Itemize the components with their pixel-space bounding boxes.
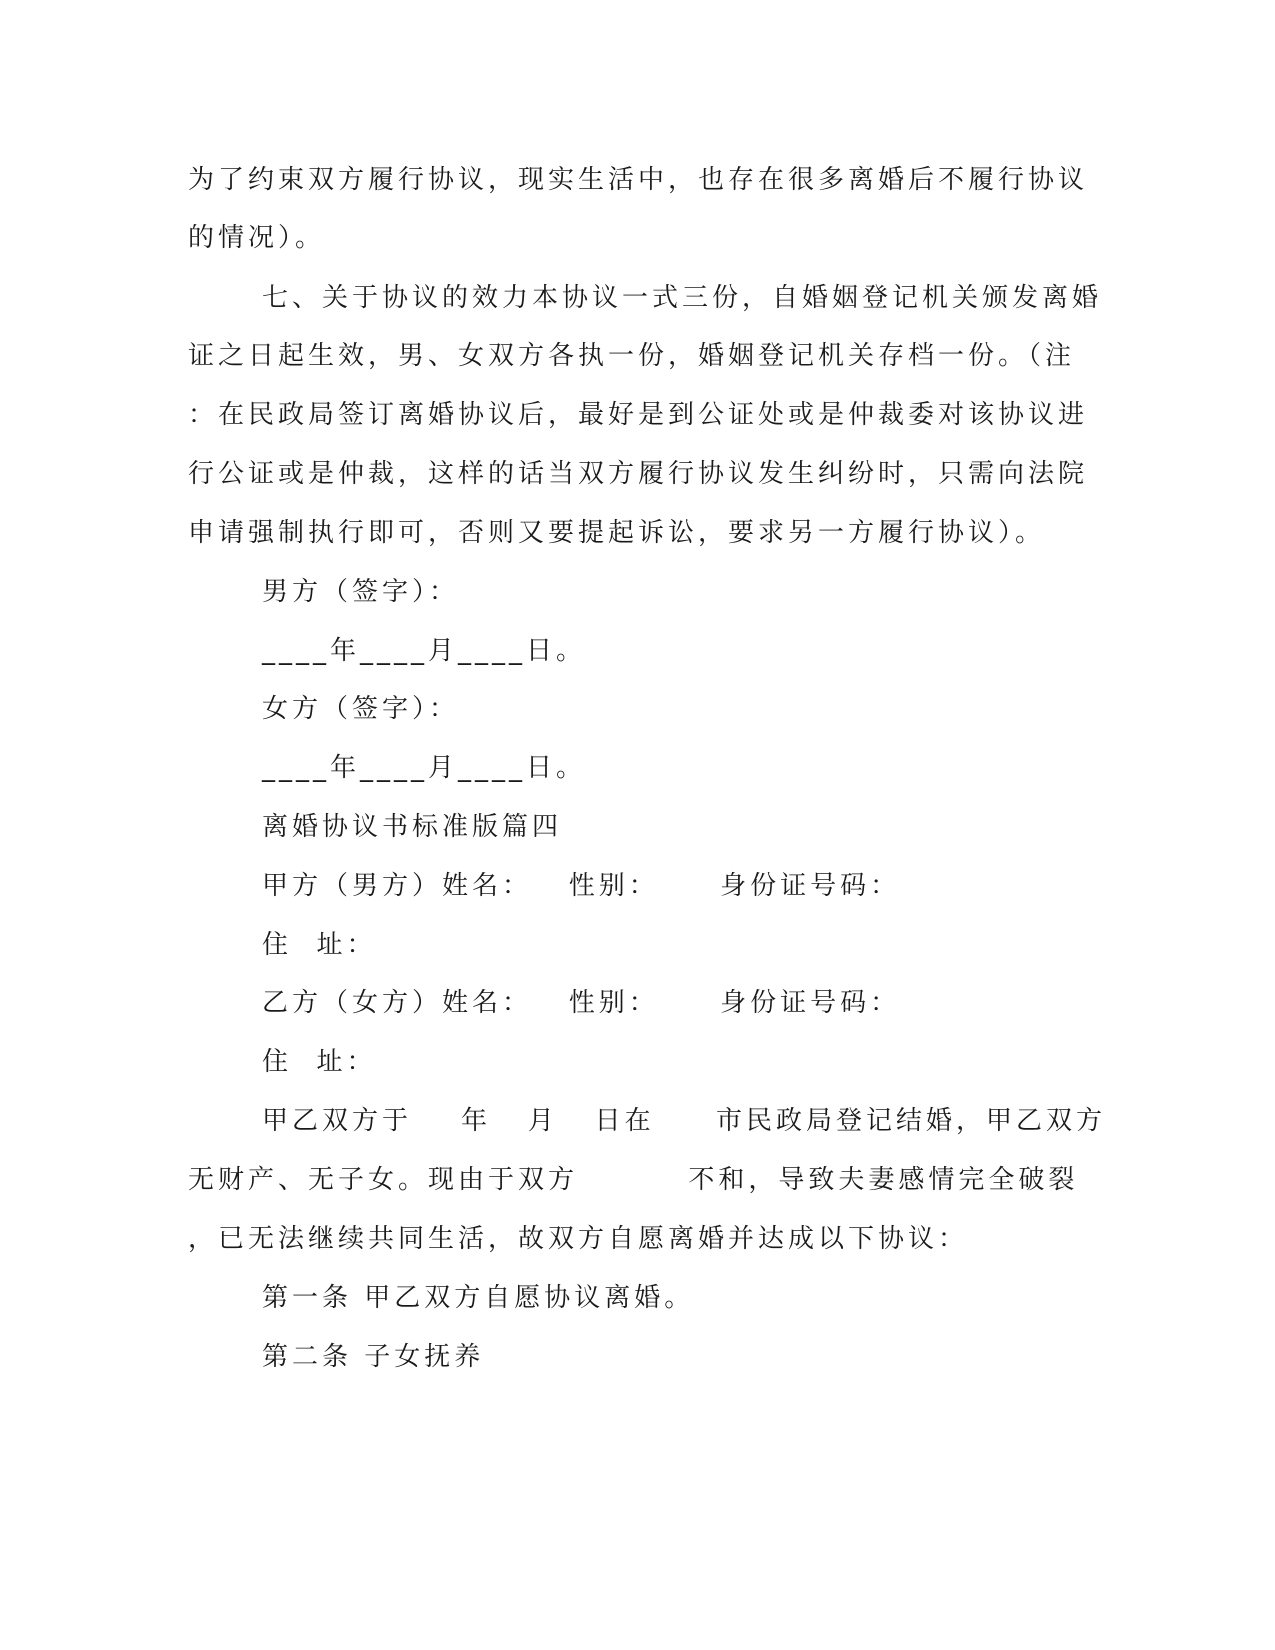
paragraph-line: ：在民政局签订离婚协议后，最好是到公证处或是仲裁委对该协议进 bbox=[188, 400, 1089, 430]
paragraph-line: 为了约束双方履行协议，现实生活中，也存在很多离婚后不履行协议 bbox=[188, 165, 1089, 195]
male-signature-label: 男方（签字）： bbox=[262, 577, 460, 607]
party-b-address: 住 址： bbox=[262, 1047, 377, 1077]
paragraph-line: 无财产、无子女。现由于双方 不和，导致夫妻感情完全破裂 bbox=[188, 1165, 1079, 1195]
female-signature-date: ____年____月____日。 bbox=[262, 753, 587, 783]
party-b-info: 乙方（女方）姓名： 性别： 身份证号码： bbox=[262, 988, 901, 1018]
paragraph-line: 行公证或是仲裁，这样的话当双方履行协议发生纠纷时，只需向法院 bbox=[188, 459, 1089, 489]
paragraph-line: 甲乙双方于 年 月 日在 市民政局登记结婚，甲乙双方 bbox=[262, 1106, 1106, 1136]
section-heading: 离婚协议书标准版篇四 bbox=[262, 812, 563, 842]
paragraph-line: 七、关于协议的效力本协议一式三份，自婚姻登记机关颁发离婚 bbox=[262, 283, 1103, 313]
paragraph-line: 申请强制执行即可，否则又要提起诉讼，要求另一方履行协议）。 bbox=[188, 518, 1046, 548]
article-one: 第一条 甲乙双方自愿协议离婚。 bbox=[262, 1283, 695, 1313]
female-signature-label: 女方（签字）： bbox=[262, 694, 460, 724]
paragraph-line: 证之日起生效，男、女双方各执一份，婚姻登记机关存档一份。（注 bbox=[188, 341, 1076, 371]
paragraph-line: ，已无法继续共同生活，故双方自愿离婚并达成以下协议： bbox=[188, 1224, 969, 1254]
party-a-address: 住 址： bbox=[262, 930, 377, 960]
article-two: 第二条 子女抚养 bbox=[262, 1342, 485, 1372]
paragraph-line: 的情况）。 bbox=[188, 223, 326, 253]
male-signature-date: ____年____月____日。 bbox=[262, 636, 587, 666]
party-a-info: 甲方（男方）姓名： 性别： 身份证号码： bbox=[262, 871, 901, 901]
